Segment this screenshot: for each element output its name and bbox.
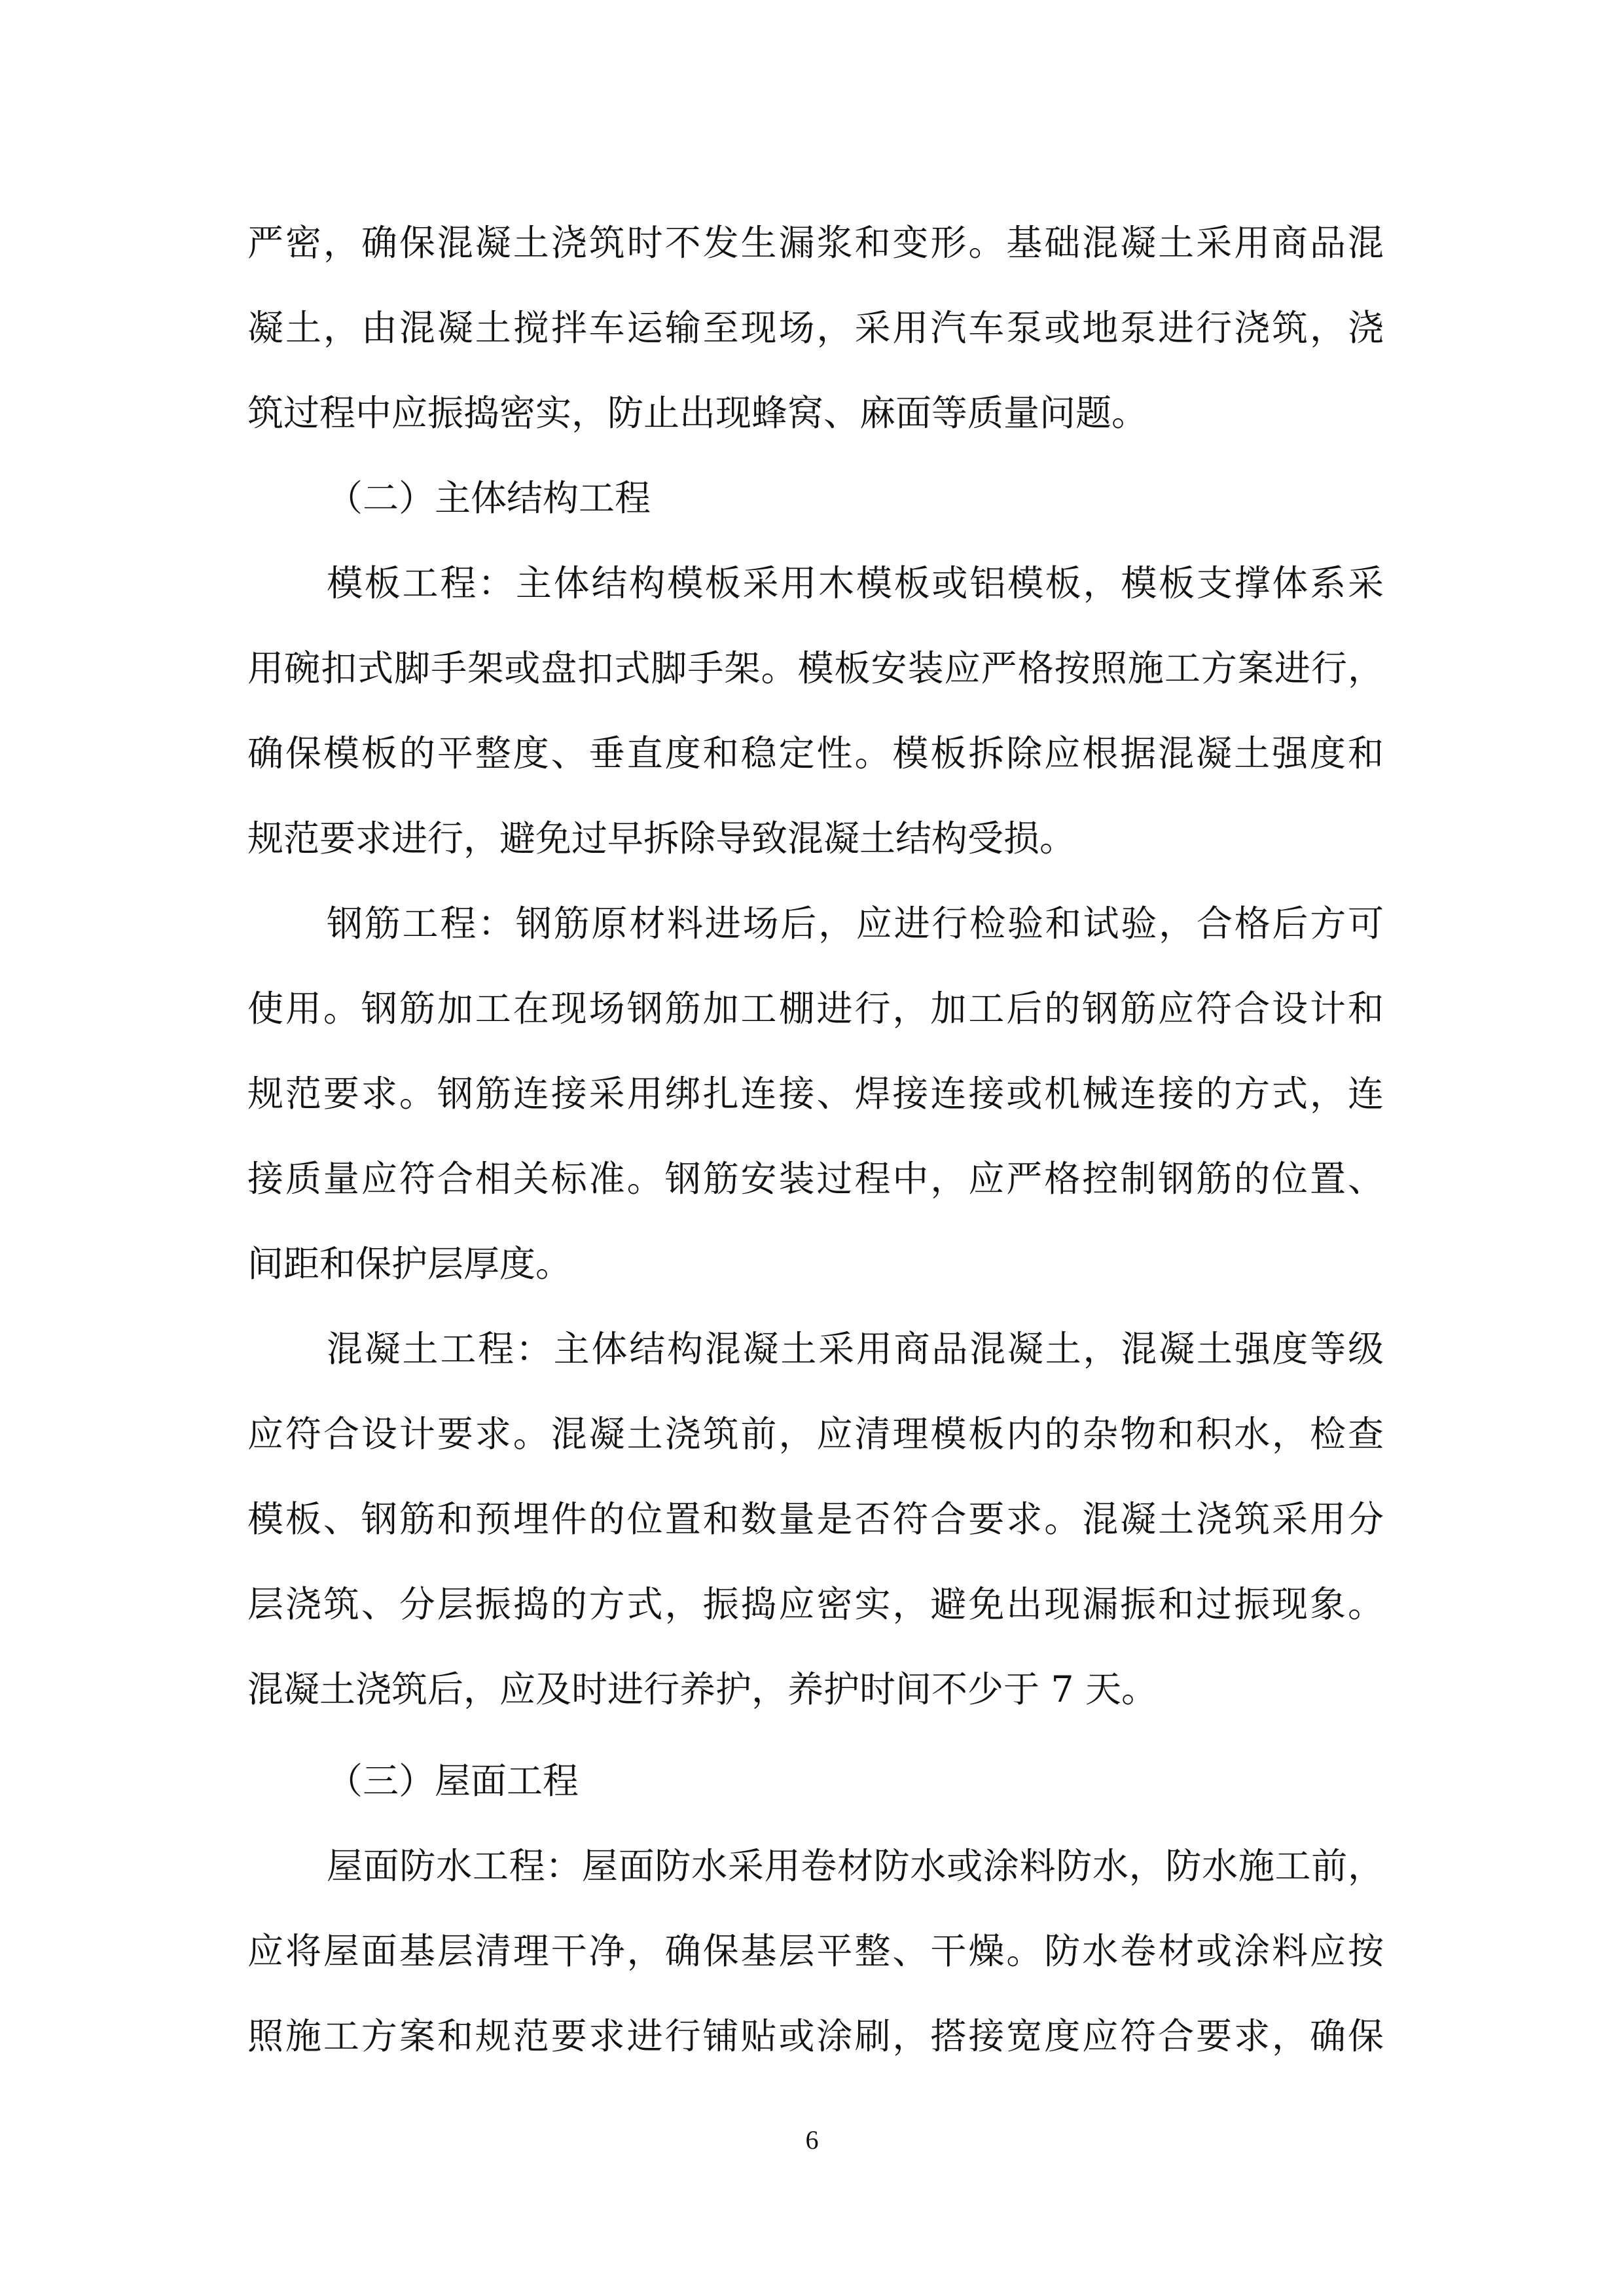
paragraph-line: 规范要求进行，避免过早拆除导致混凝土结构受损。 [247,817,1076,859]
paragraph-line: 层浇筑、分层振捣的方式，振捣应密实，避免出现漏振和过振现象。 [247,1583,1384,1625]
paragraph-line: 应将屋面基层清理干净，确保基层平整、干燥。防水卷材或涂料应按 [247,1930,1384,1972]
paragraph-line: 筑过程中应振捣密实，防止出现蜂窝、麻面等质量问题。 [247,392,1148,434]
paragraph-line: 混凝土工程：主体结构混凝土采用商品混凝土，混凝土强度等级 [327,1328,1384,1370]
page-number: 6 [805,2125,819,2155]
paragraph-line: 凝土，由混凝土搅拌车运输至现场，采用汽车泵或地泵进行浇筑，浇 [247,307,1384,349]
paragraph-line: 模板工程：主体结构模板采用木模板或铝模板，模板支撑体系采 [327,562,1384,604]
paragraph-line: 间距和保护层厚度。 [247,1243,572,1285]
paragraph-line: 确保模板的平整度、垂直度和稳定性。模板拆除应根据混凝土强度和 [247,732,1384,774]
paragraph-line: 混凝土浇筑后，应及时进行养护，养护时间不少于 7 天。 [247,1668,1157,1710]
section-heading: （三）屋面工程 [327,1760,579,1802]
paragraph-line: 规范要求。钢筋连接采用绑扎连接、焊接连接或机械连接的方式，连 [247,1073,1384,1115]
paragraph-line: 模板、钢筋和预埋件的位置和数量是否符合要求。混凝土浇筑采用分 [247,1498,1384,1540]
paragraph-line: 应符合设计要求。混凝土浇筑前，应清理模板内的杂物和积水，检查 [247,1413,1384,1455]
paragraph-line: 接质量应符合相关标准。钢筋安装过程中，应严格控制钢筋的位置、 [247,1158,1384,1200]
paragraph-line: 使用。钢筋加工在现场钢筋加工棚进行，加工后的钢筋应符合设计和 [247,988,1384,1030]
paragraph-line: 严密，确保混凝土浇筑时不发生漏浆和变形。基础混凝土采用商品混 [247,222,1384,264]
paragraph-line: 照施工方案和规范要求进行铺贴或涂刷，搭接宽度应符合要求，确保 [247,2015,1384,2057]
paragraph-line: 钢筋工程：钢筋原材料进场后，应进行检验和试验，合格后方可 [327,903,1384,944]
section-heading: （二）主体结构工程 [327,477,651,519]
paragraph-line: 屋面防水工程：屋面防水采用卷材防水或涂料防水，防水施工前， [327,1845,1384,1887]
paragraph-line: 用碗扣式脚手架或盘扣式脚手架。模板安装应严格按照施工方案进行， [247,647,1384,689]
